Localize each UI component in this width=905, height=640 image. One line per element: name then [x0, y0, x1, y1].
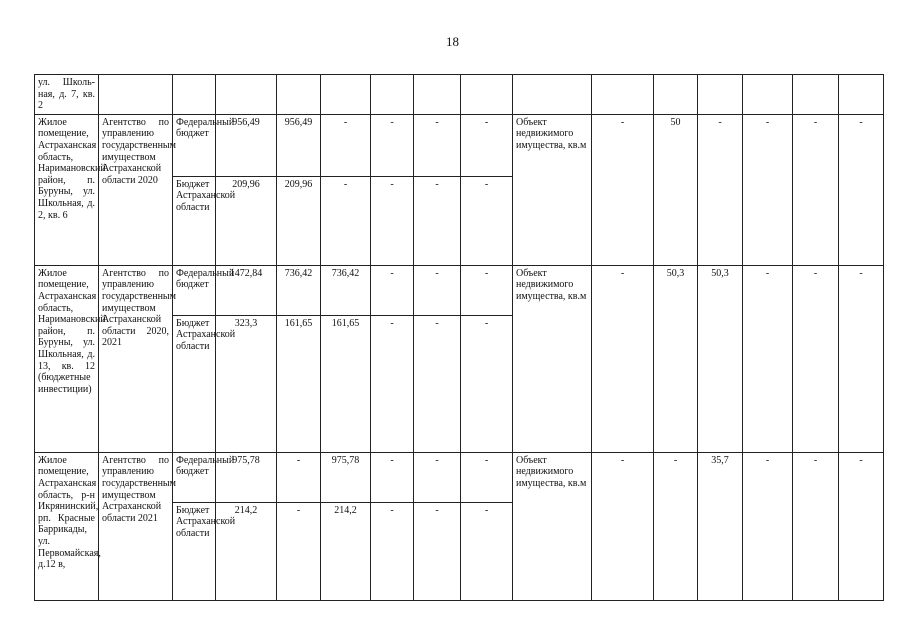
indicator-value: - [839, 265, 884, 452]
value-year: 161,65 [277, 315, 321, 452]
value-year: - [414, 265, 461, 315]
value-year: 975,78 [321, 452, 371, 502]
agency-cell: Агентство по управлению государственным имуществом Астраханской области 2021 [99, 452, 173, 600]
indicator-value: 50 [654, 114, 698, 265]
source-cell: Федеральный бюджет [173, 114, 216, 176]
source-cell: Бюджет Астраханской области [173, 315, 216, 452]
value-year: 956,49 [277, 114, 321, 176]
value-year: 736,42 [321, 265, 371, 315]
indicator-value: - [698, 114, 743, 265]
indicator-value: - [592, 265, 654, 452]
indicator-cell: Объект недвижимого имущества, кв.м [513, 114, 592, 265]
table-row [35, 452, 884, 502]
object-cell: Жилое помещение, Астраханская область, Наримановский район, п. Буруны, ул. Школьная, д. 2, кв. 6 [35, 114, 99, 265]
value-year: - [461, 452, 513, 502]
indicator-value: 50,3 [654, 265, 698, 452]
indicator-value: - [839, 452, 884, 600]
value-year: 736,42 [277, 265, 321, 315]
value-year: - [461, 502, 513, 600]
value-year: - [277, 452, 321, 502]
indicator-value: - [793, 114, 839, 265]
indicator-value: - [743, 265, 793, 452]
value-year: - [277, 502, 321, 600]
indicator-value: 50,3 [698, 265, 743, 452]
value-year: - [414, 114, 461, 176]
value-total: 209,96 [216, 176, 277, 265]
value-year: - [371, 265, 414, 315]
value-year: - [461, 315, 513, 452]
indicator-cell: Объект недвижимого имущества, кв.м [513, 265, 592, 452]
source-cell: Федеральный бюджет [173, 265, 216, 315]
value-total: 1472,84 [216, 265, 277, 315]
value-year: - [461, 114, 513, 176]
value-total: 323,3 [216, 315, 277, 452]
indicator-value: - [592, 114, 654, 265]
value-year: 214,2 [321, 502, 371, 600]
indicator-value: - [654, 452, 698, 600]
value-year: - [371, 502, 414, 600]
value-year: 209,96 [277, 176, 321, 265]
agency-cell: Агентство по управлению государственным имуществом Астраханской области 2020 [99, 114, 173, 265]
value-year: - [414, 315, 461, 452]
value-year: - [321, 114, 371, 176]
indicator-value: - [743, 114, 793, 265]
object-cell: Жилое помещение, Астраханская область, Наримановский район, п. Буруны, ул. Школьная, д. 13, кв. 12 (бюджетные инвестиции) [35, 265, 99, 452]
value-year: - [414, 176, 461, 265]
object-cell: ул. Школь-ная, д. 7, кв. 2 [35, 75, 99, 115]
indicator-value: - [592, 452, 654, 600]
agency-cell: Агентство по управлению государственным имуществом Астраханской области 2020, 2021 [99, 265, 173, 452]
indicator-value: - [793, 452, 839, 600]
value-total: 214,2 [216, 502, 277, 600]
table-row [35, 114, 884, 176]
indicator-cell: Объект недвижимого имущества, кв.м [513, 452, 592, 600]
source-cell: Бюджет Астраханской области [173, 502, 216, 600]
value-year: - [461, 176, 513, 265]
value-year: - [461, 265, 513, 315]
source-cell: Бюджет Астраханской области [173, 176, 216, 265]
value-year: 161,65 [321, 315, 371, 452]
object-cell: Жилое помещение, Астраханская область, р-н Икрянинский, рп. Красные Баррикады, ул. Первомайская, д.12 в, [35, 452, 99, 600]
source-cell: Федеральный бюджет [173, 452, 216, 502]
value-year: - [371, 315, 414, 452]
page-number: 18 [446, 34, 459, 49]
value-year: - [371, 452, 414, 502]
value-year: - [414, 502, 461, 600]
indicator-value: - [743, 452, 793, 600]
budget-table [34, 74, 884, 601]
value-total: 975,78 [216, 452, 277, 502]
indicator-value: - [839, 114, 884, 265]
value-year: - [414, 452, 461, 502]
value-year: - [371, 114, 414, 176]
table-row [35, 265, 884, 315]
value-total: 956,49 [216, 114, 277, 176]
value-year: - [321, 176, 371, 265]
indicator-value: 35,7 [698, 452, 743, 600]
indicator-value: - [793, 265, 839, 452]
table-row-continuation [35, 75, 884, 115]
value-year: - [371, 176, 414, 265]
